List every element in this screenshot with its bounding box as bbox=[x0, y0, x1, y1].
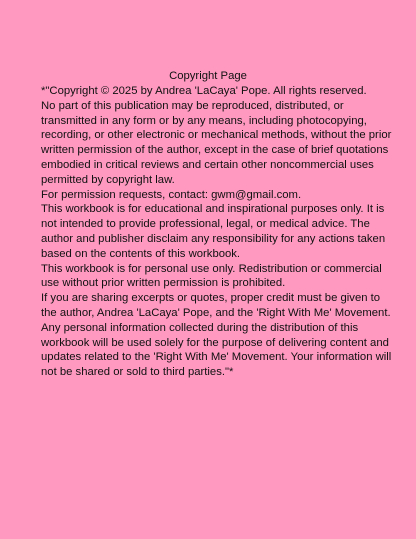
copyright-notice-paragraph bbox=[41, 84, 392, 188]
text-line: recording, or other electronic or mechanical methods, without the prior bbox=[41, 129, 392, 142]
page-title: Copyright Page bbox=[169, 70, 247, 82]
text-line: Any personal information collected during the distribution of this bbox=[41, 321, 359, 334]
privacy-paragraph bbox=[41, 321, 392, 380]
text-line: permitted by copyright law. bbox=[41, 173, 175, 186]
copyright-body bbox=[41, 84, 392, 380]
text-line: No part of this publication may be reproduced, distributed, or bbox=[41, 99, 344, 112]
text-line: based on the contents of this workbook. bbox=[41, 247, 241, 260]
text-line: For permission requests, contact: gwm@gmail.com. bbox=[41, 188, 302, 201]
text-line: written permission of the author, except in the case of brief quotations bbox=[41, 144, 389, 157]
text-line: the author, Andrea 'LaCaya' Pope, and the 'Right With Me' Movement. bbox=[41, 306, 391, 319]
text-line: If you are sharing excerpts or quotes, proper credit must be given to bbox=[41, 292, 381, 305]
disclaimer-paragraph bbox=[41, 202, 386, 261]
text-line: not intended to provide professional, legal, or medical advice. The bbox=[41, 218, 370, 231]
text-line: embodied in critical reviews and certain other noncommercial uses bbox=[41, 158, 374, 171]
text-line: This workbook is for educational and inspirational purposes only. It is bbox=[41, 203, 385, 216]
text-line: use without prior written permission is prohibited. bbox=[41, 277, 286, 290]
text-line: updates related to the 'Right With Me' Movement. Your information will bbox=[41, 351, 392, 364]
personal-use-paragraph bbox=[41, 262, 381, 292]
text-line: author and publisher disclaim any responsibility for any actions taken bbox=[41, 232, 386, 245]
text-line: not be shared or sold to third parties."* bbox=[41, 366, 234, 379]
text-line: workbook will be used solely for the purpose of delivering content and bbox=[41, 336, 389, 349]
text-line: This workbook is for personal use only. Redistribution or commercial bbox=[41, 262, 382, 275]
text-line: *"Copyright © 2025 by Andrea 'LaCaya' Pope. All rights reserved. bbox=[41, 85, 367, 97]
text-line: transmitted in any form or by any means, including photocopying, bbox=[41, 114, 367, 127]
permission-contact-paragraph bbox=[41, 188, 381, 203]
credit-paragraph bbox=[41, 291, 391, 321]
